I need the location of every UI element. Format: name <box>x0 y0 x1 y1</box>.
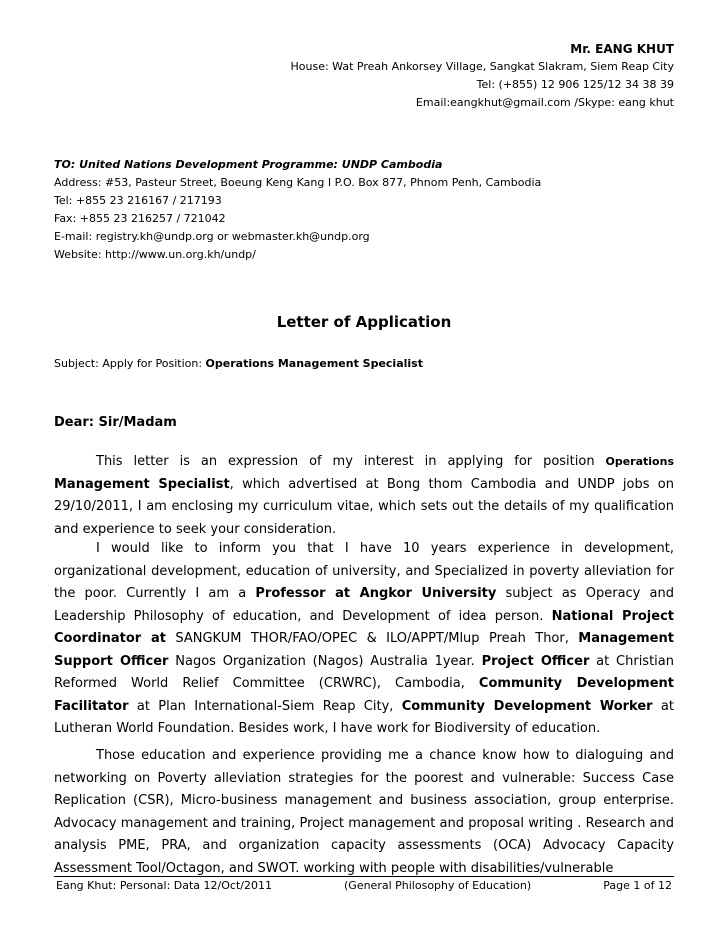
sender-email: Email:eangkhut@gmail.com /Skype: eang khut <box>415 96 674 109</box>
sender-name: Mr. EANG KHUT <box>570 42 674 56</box>
letter-title: Letter of Application <box>276 313 452 331</box>
text-run: subject as Operacy and Leadership Philosophy of education, and Development of idea person. <box>54 586 675 624</box>
text-run: at Christian Reformed World Relief Committee (CRWRC), Cambodia, <box>54 653 674 691</box>
recipient-fax: Fax: +855 23 216257 / 721042 <box>54 212 226 225</box>
text-run: I would like to inform you that I have 10 years experience in development, organizational development, education of university, and Specialized in poverty alleviation for the poor. Currently I am a <box>54 541 674 601</box>
text-run: This letter is an expression of my interest in applying for position <box>96 454 606 469</box>
bold-run: Operations <box>605 455 674 468</box>
bold-run: National Project Coordinator at <box>54 608 675 646</box>
recipient-tel: Tel: +855 23 216167 / 217193 <box>54 194 222 207</box>
salutation: Dear: Sir/Madam <box>54 415 177 430</box>
recipient-to: TO: United Nations Development Programme: UNDP Cambodia <box>54 158 443 171</box>
bold-run: Management Specialist <box>54 476 230 492</box>
sender-block <box>290 40 674 112</box>
sender-tel: Tel: (+855) 12 906 125/12 34 38 39 <box>476 78 674 91</box>
recipient-email: E-mail: registry.kh@undp.org or webmaster.kh@undp.org <box>54 230 370 243</box>
text-run: Nagos Organization (Nagos) Australia 1year. <box>168 653 482 669</box>
bold-run: Community Development Worker <box>401 698 653 714</box>
bold-run: Management Support Officer <box>54 631 674 669</box>
subject-label: Subject: Apply for Position: <box>54 357 206 370</box>
footer-page-number: Page 1 of 12 <box>603 879 672 892</box>
page-footer <box>54 876 674 894</box>
subject-position: Operations Management Specialist <box>205 357 423 370</box>
text-run: SANGKUM THOR/FAO/OPEC & ILO/APPT/Mlup Preah Thor, <box>165 631 579 646</box>
paragraph-experience <box>54 538 674 741</box>
text-run: , which advertised at Bong thom Cambodia and UNDP jobs on 29/10/2011, I am enclosing my curriculum vitae, which sets out the details of my qualification and experience to seek your consideration. <box>54 476 674 537</box>
footer-left: Eang Khut: Personal: Data 12/Oct/2011 <box>56 879 272 892</box>
bold-run: Professor at Angkor University <box>255 586 497 601</box>
bold-run: Community Development Facilitator <box>54 676 674 714</box>
text-run: at Plan International-Siem Reap City, <box>128 698 402 714</box>
recipient-address: Address: #53, Pasteur Street, Boeung Keng Kang I P.O. Box 877, Phnom Penh, Cambodia <box>54 176 542 189</box>
sender-address: House: Wat Preah Ankorsey Village, Sangkat Slakram, Siem Reap City <box>290 60 674 73</box>
paragraph-skills: Those education and experience providing me a chance know how to dialoguing and networking on Poverty alleviation strategies for the poorest and vulnerable: Success Case Replication (CSR), Micro-business management and business association, group enterprise. Advocacy management and training, Project management and proposal writing . Research and analysis PME, PRA, and organization capacity assessments (OCA) Advocacy Capacity Assessment Tool/Octagon, and SWOT. working with people with disabilities/vulnerable <box>54 748 674 876</box>
recipient-block <box>54 156 541 264</box>
subject-line <box>54 357 423 370</box>
bold-run: Project Officer <box>481 653 590 669</box>
recipient-website: Website: http://www.un.org.kh/undp/ <box>54 248 256 261</box>
footer-middle: (General Philosophy of Education) <box>344 879 532 892</box>
text-run: at Lutheran World Foundation. Besides work, I have work for Biodiversity of education. <box>54 698 674 736</box>
paragraph-intro <box>54 451 674 541</box>
